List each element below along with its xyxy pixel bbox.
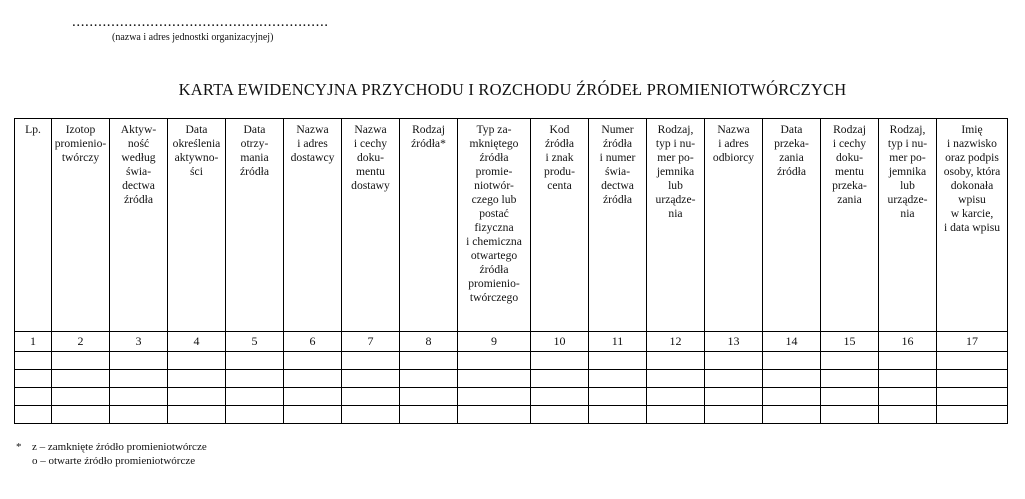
- column-number: 10: [531, 332, 589, 352]
- entry-cell[interactable]: [763, 352, 821, 370]
- col-header-signature: [937, 119, 1008, 332]
- entry-cell[interactable]: [705, 352, 763, 370]
- entry-cell[interactable]: [15, 406, 52, 424]
- entry-cell[interactable]: [52, 388, 110, 406]
- entry-cell[interactable]: [937, 352, 1008, 370]
- col-header-delivery-document: [342, 119, 400, 332]
- entry-cell[interactable]: [589, 388, 647, 406]
- register-table: [14, 118, 1008, 424]
- entry-cell[interactable]: [226, 406, 284, 424]
- entry-cell[interactable]: [342, 352, 400, 370]
- entry-cell[interactable]: [531, 370, 589, 388]
- header-text: Aktyw- ność według świa- dectwa źródła: [120, 123, 157, 206]
- header-row: [15, 119, 1008, 332]
- col-header-source-code: [531, 119, 589, 332]
- header-text: Rodzaj, typ i nu- mer po- jemnika lub urządze- nia: [887, 123, 928, 220]
- entry-cell[interactable]: [226, 388, 284, 406]
- entry-cell[interactable]: [589, 406, 647, 424]
- entry-cell[interactable]: [284, 370, 342, 388]
- col-header-source-number: [589, 119, 647, 332]
- entry-cell[interactable]: [589, 370, 647, 388]
- entry-cell[interactable]: [458, 370, 531, 388]
- entry-cell[interactable]: [821, 388, 879, 406]
- entry-cell[interactable]: [531, 352, 589, 370]
- header-text: Nazwa i adres odbiorcy: [712, 123, 755, 164]
- entry-cell[interactable]: [821, 406, 879, 424]
- header-text: Izotop promienio- twórczy: [54, 123, 107, 164]
- col-header-container-2: [879, 119, 937, 332]
- entry-cell[interactable]: [15, 388, 52, 406]
- entry-cell[interactable]: [110, 352, 168, 370]
- header-text: Nazwa i adres dostawcy: [290, 123, 335, 164]
- entry-cell[interactable]: [647, 352, 705, 370]
- header-text: Data otrzy- mania źródła: [240, 123, 269, 178]
- entry-cell[interactable]: [705, 406, 763, 424]
- column-number: 17: [937, 332, 1008, 352]
- col-header-supplier: [284, 119, 342, 332]
- column-number: 8: [400, 332, 458, 352]
- entry-cell[interactable]: [647, 388, 705, 406]
- entry-cell[interactable]: [879, 388, 937, 406]
- column-number: 12: [647, 332, 705, 352]
- header-text: Rodzaj, typ i nu- mer po- jemnika lub urządze- nia: [655, 123, 696, 220]
- header-text: Imię i nazwisko oraz podpis osoby, która dokonała wpisu w karcie, i data wpisu: [943, 123, 1001, 234]
- entry-cell[interactable]: [52, 352, 110, 370]
- footnote-text: o – otwarte źródło promieniotwórcze: [32, 455, 196, 467]
- entry-cell[interactable]: [531, 406, 589, 424]
- entry-cell[interactable]: [342, 406, 400, 424]
- entry-cell[interactable]: [110, 370, 168, 388]
- footnote-open-source: [16, 454, 207, 468]
- column-number: 14: [763, 332, 821, 352]
- col-header-recipient: [705, 119, 763, 332]
- column-number: 5: [226, 332, 284, 352]
- entry-cell[interactable]: [110, 388, 168, 406]
- column-number: 9: [458, 332, 531, 352]
- column-number: 15: [821, 332, 879, 352]
- entry-cell[interactable]: [284, 388, 342, 406]
- entry-cell[interactable]: [400, 406, 458, 424]
- header-text: Typ za- mkniętego źródła promie- niotwór- czego lub postać fizyczna i chemiczna otwartego źródła promienio- twórczego: [466, 123, 522, 304]
- column-number: 6: [284, 332, 342, 352]
- column-number: 13: [705, 332, 763, 352]
- header-text: Data określenia aktywno- ści: [172, 123, 221, 178]
- entry-cell[interactable]: [168, 370, 226, 388]
- col-header-isotope: [52, 119, 110, 332]
- column-number: 2: [52, 332, 110, 352]
- header-text: Kod źródła i znak produ- centa: [544, 123, 575, 192]
- entry-cell[interactable]: [531, 388, 589, 406]
- footnote-marker: *: [16, 441, 22, 453]
- header-text: Nazwa i cechy doku- mentu dostawy: [351, 123, 390, 192]
- entry-cell[interactable]: [937, 370, 1008, 388]
- organization-name-caption: (nazwa i adres jednostki organizacyjnej): [112, 32, 274, 43]
- footnotes: [16, 440, 207, 468]
- entry-cell[interactable]: [589, 352, 647, 370]
- entry-cell[interactable]: [763, 406, 821, 424]
- entry-cell[interactable]: [647, 406, 705, 424]
- entry-cell[interactable]: [879, 406, 937, 424]
- column-number-row: [15, 332, 1008, 352]
- entry-row: [15, 406, 1008, 424]
- column-number: 4: [168, 332, 226, 352]
- column-number: 3: [110, 332, 168, 352]
- entry-cell[interactable]: [705, 370, 763, 388]
- entry-row: [15, 388, 1008, 406]
- entry-cell[interactable]: [168, 352, 226, 370]
- header-text: Lp.: [25, 123, 41, 136]
- header-text: Numer źródła i numer świa- dectwa źródła: [599, 123, 636, 206]
- column-number: 11: [589, 332, 647, 352]
- organization-name-field[interactable]: ...........................................................: [72, 14, 329, 30]
- entry-cell[interactable]: [15, 370, 52, 388]
- col-header-transfer-document: [821, 119, 879, 332]
- col-header-lp: [15, 119, 52, 332]
- col-header-activity-date: [168, 119, 226, 332]
- entry-cell[interactable]: [342, 370, 400, 388]
- col-header-receipt-date: [226, 119, 284, 332]
- entry-cell[interactable]: [284, 352, 342, 370]
- entry-cell[interactable]: [458, 352, 531, 370]
- column-number: 7: [342, 332, 400, 352]
- header-text: Data przeka- zania źródła: [774, 123, 809, 178]
- entry-cell[interactable]: [821, 352, 879, 370]
- entry-cell[interactable]: [937, 388, 1008, 406]
- entry-cell[interactable]: [15, 352, 52, 370]
- entry-cell[interactable]: [168, 406, 226, 424]
- entry-cell[interactable]: [52, 406, 110, 424]
- entry-cell[interactable]: [937, 406, 1008, 424]
- entry-cell[interactable]: [284, 406, 342, 424]
- entry-row: [15, 370, 1008, 388]
- header-text: Rodzaj źródła*: [411, 123, 446, 150]
- entry-cell[interactable]: [400, 370, 458, 388]
- entry-cell[interactable]: [879, 352, 937, 370]
- entry-cell[interactable]: [168, 388, 226, 406]
- column-number: 16: [879, 332, 937, 352]
- col-header-transfer-date: [763, 119, 821, 332]
- entry-cell[interactable]: [458, 388, 531, 406]
- entry-cell[interactable]: [226, 370, 284, 388]
- col-header-container: [647, 119, 705, 332]
- column-number: 1: [15, 332, 52, 352]
- entry-cell[interactable]: [400, 388, 458, 406]
- entry-cell[interactable]: [52, 370, 110, 388]
- form-title: KARTA EWIDENCYJNA PRZYCHODU I ROZCHODU ŹRÓDEŁ PROMIENIOTWÓRCZYCH: [178, 80, 847, 99]
- entry-cell[interactable]: [705, 388, 763, 406]
- col-header-activity: [110, 119, 168, 332]
- entry-cell[interactable]: [879, 370, 937, 388]
- entry-cell[interactable]: [821, 370, 879, 388]
- col-header-source-type: [458, 119, 531, 332]
- entry-cell[interactable]: [763, 388, 821, 406]
- entry-cell[interactable]: [763, 370, 821, 388]
- entry-cell[interactable]: [458, 406, 531, 424]
- footnote-text: z – zamknięte źródło promieniotwórcze: [32, 441, 207, 453]
- footnote-closed-source: [16, 440, 207, 454]
- col-header-source-kind: [400, 119, 458, 332]
- entry-row: [15, 352, 1008, 370]
- entry-cell[interactable]: [342, 388, 400, 406]
- header-text: Rodzaj i cechy doku- mentu przeka- zania: [832, 123, 867, 206]
- entry-cell[interactable]: [110, 406, 168, 424]
- entry-cell[interactable]: [400, 352, 458, 370]
- entry-cell[interactable]: [226, 352, 284, 370]
- entry-cell[interactable]: [647, 370, 705, 388]
